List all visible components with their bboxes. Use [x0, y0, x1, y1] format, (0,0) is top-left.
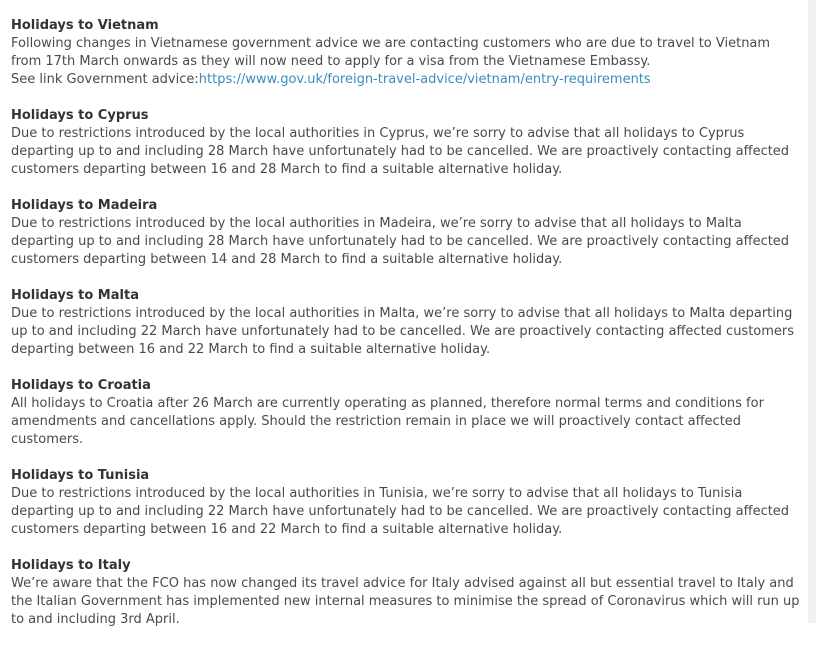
section-heading-tunisia: Holidays to Tunisia	[11, 468, 150, 483]
section-heading-italy: Holidays to Italy	[11, 558, 131, 573]
section-body-madeira: Due to restrictions introduced by the local authorities in Madeira, we’re sorry to advise that all holidays to Malta departing up to and including 28 March have unfortunately had to be cancelled. We are proactively contacting affected customers departing between 14 and 28 March to find a suitable alternative holiday.	[11, 216, 790, 267]
section-heading-cyprus: Holidays to Cyprus	[11, 108, 149, 123]
section-body-italy: We’re aware that the FCO has now changed its travel advice for Italy advised against all but essential travel to Italy and the Italian Government has implemented new internal measures to minimise the spread of Coronavirus which will run up to and including 3rd April.	[11, 576, 800, 627]
section-heading-croatia: Holidays to Croatia	[11, 378, 151, 393]
section-body-croatia: All holidays to Croatia after 26 March are currently operating as planned, therefore normal terms and conditions for amendments and cancellations apply. Should the restriction remain in place we will proactively contact affected customers.	[11, 396, 764, 447]
section-tunisia	[11, 467, 801, 539]
vertical-scrollbar[interactable]	[808, 0, 816, 623]
section-cyprus	[11, 107, 801, 179]
section-heading-madeira: Holidays to Madeira	[11, 198, 158, 213]
section-malta	[11, 287, 801, 359]
section-heading-malta: Holidays to Malta	[11, 288, 139, 303]
section-body-malta: Due to restrictions introduced by the local authorities in Malta, we’re sorry to advise that all holidays to Malta departing up to and including 22 March have unfortunately had to be cancelled. We are proactively contacting affected customers departing between 16 and 22 March to find a suitable alternative holiday.	[11, 306, 795, 357]
section-link-line-vietnam	[11, 71, 801, 89]
section-vietnam	[11, 17, 801, 89]
section-italy	[11, 557, 801, 629]
section-croatia	[11, 377, 801, 449]
section-body-vietnam: Following changes in Vietnamese government advice we are contacting customers who are due to travel to Vietnam from 17th March onwards as they will now need to apply for a visa from the Vietnamese Embassy.	[11, 36, 771, 69]
section-heading-vietnam: Holidays to Vietnam	[11, 18, 159, 33]
section-madeira	[11, 197, 801, 269]
section-body-cyprus: Due to restrictions introduced by the local authorities in Cyprus, we’re sorry to advise that all holidays to Cyprus departing up to and including 28 March have unfortunately had to be cancelled. We are proactively contacting affected customers departing between 16 and 28 March to find a suitable alternative holiday.	[11, 126, 790, 177]
travel-advice-content	[11, 17, 801, 647]
link-prefix: See link Government advice:	[11, 72, 199, 87]
gov-advice-link[interactable]: https://www.gov.uk/foreign-travel-advice/vietnam/entry-requirements	[198, 72, 651, 87]
section-body-tunisia: Due to restrictions introduced by the local authorities in Tunisia, we’re sorry to advise that all holidays to Tunisia departing up to and including 22 March have unfortunately had to be cancelled. We are proactively contacting affected customers departing between 16 and 22 March to find a suitable alternative holiday.	[11, 486, 790, 537]
